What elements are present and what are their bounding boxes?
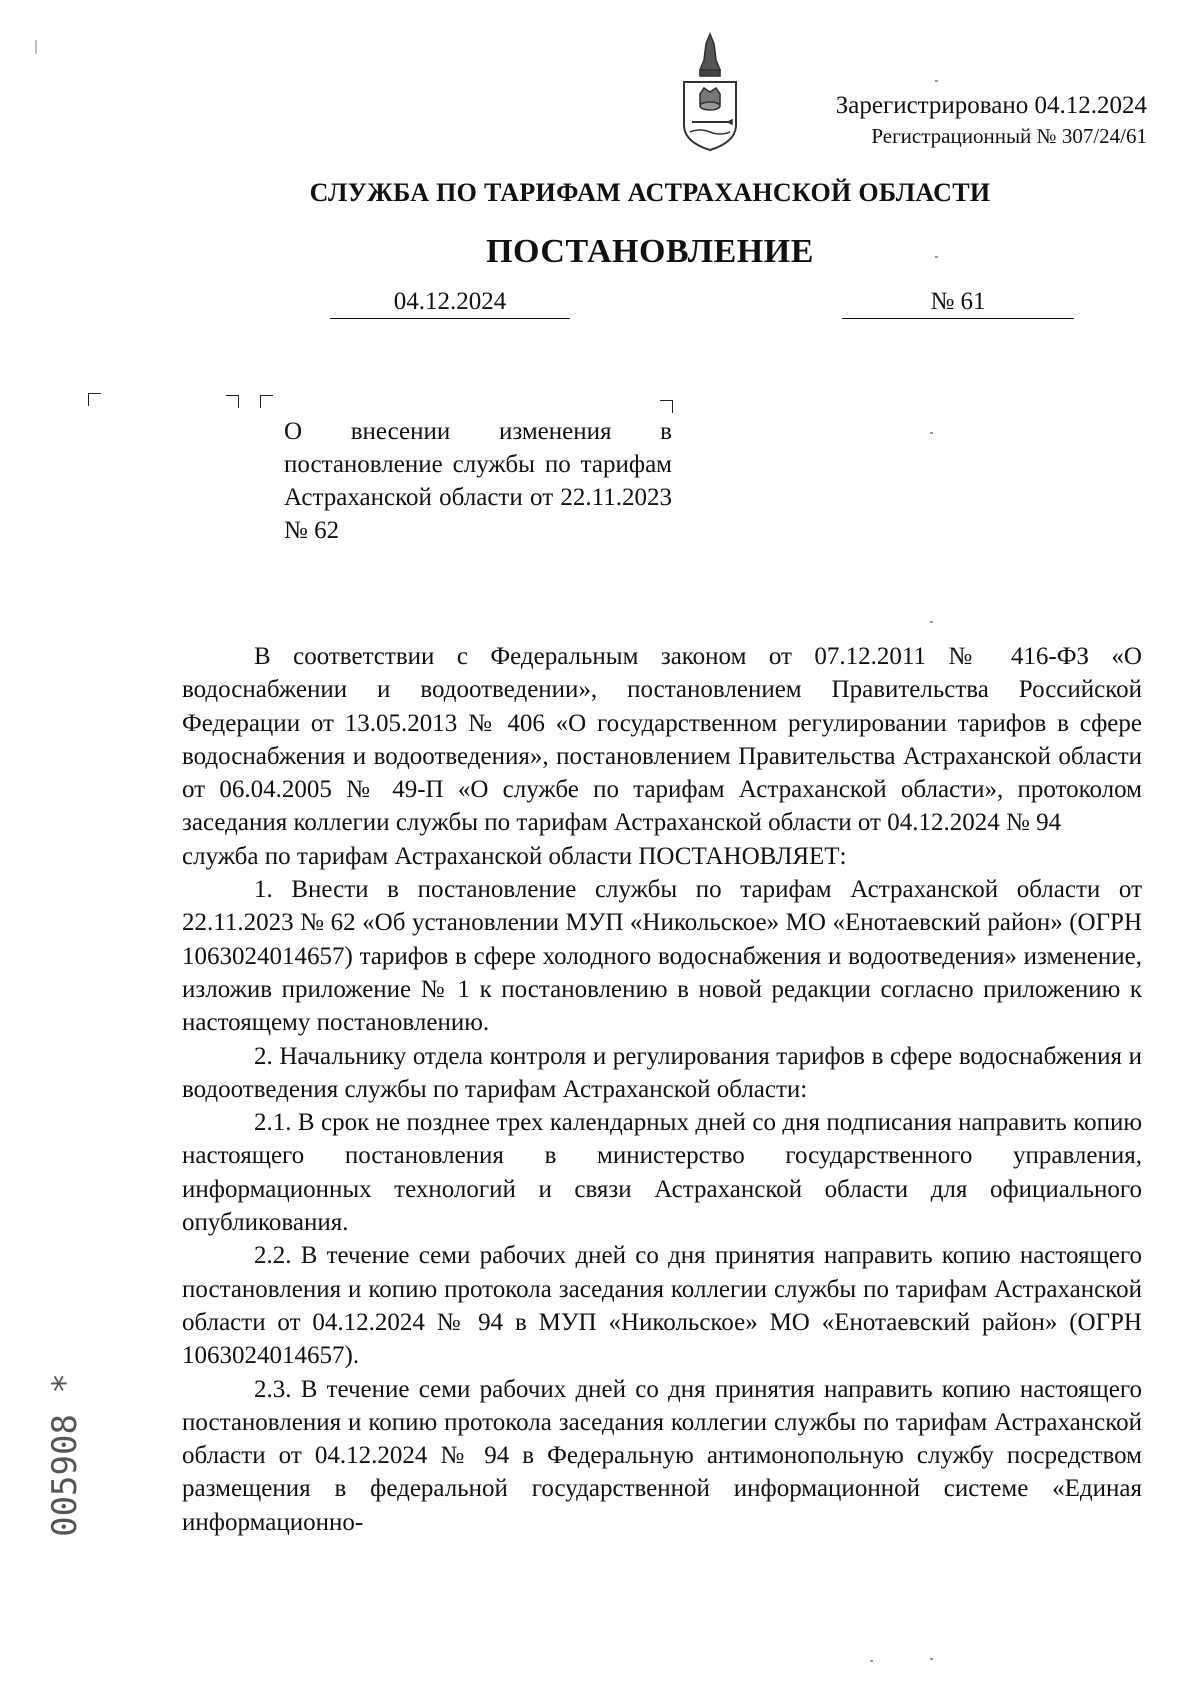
preamble-paragraph: В соответствии с Федеральным законом от 07.12.2011 № 416-ФЗ «О водоснабжении и водоотведении», постановлением Правительства Российской Федерации от 13.05.2013 № 406 «О государственном регулировании тарифов в сфере водоснабжения и водоотведения», постановлением Правительства Астраханской области от 06.04.2005 № 49-П «О службе по тарифам Астраханской области», протоколом заседания коллегии службы по тарифам Астраханской области от 04.12.2024 № 94 <box>182 643 1142 837</box>
document-number: № 61 <box>842 286 1074 319</box>
corner-mark <box>226 395 239 408</box>
corner-mark <box>660 400 673 413</box>
serial-stamp-text: 005908 * <box>45 1373 85 1537</box>
scan-speck <box>935 80 938 82</box>
document-subject: О внесении изменения в постановление службы по тарифам Астраханской области от 22.11.2023 № 62 <box>284 418 672 544</box>
scan-speck <box>870 1660 873 1662</box>
document-body <box>182 640 1142 1539</box>
resolves-line: служба по тарифам Астраханской области ПОСТАНОВЛЯЕТ: <box>182 842 847 870</box>
document-type: ПОСТАНОВЛЕНИЕ <box>486 233 814 270</box>
registered-date: Зарегистрировано 04.12.2024 <box>835 92 1147 119</box>
corner-mark <box>260 395 273 408</box>
registration-number: Регистрационный № 307/24/61 <box>871 124 1147 148</box>
coat-of-arms-icon <box>670 30 750 160</box>
paragraph-2-3: 2.3. В течение семи рабочих дней со дня принятия направить копию настоящего постановления и копию протокола заседания коллегии службы по тарифам Астраханской области от 04.12.2024 № 94 в Федеральную антимонопольную службу посредством размещения в федеральной государственной информационной системе «Единая информационно- <box>182 1375 1142 1536</box>
scan-speck <box>930 1658 933 1660</box>
scan-speck <box>935 256 938 258</box>
registration-block <box>836 90 1147 150</box>
serial-stamp <box>40 1300 90 1610</box>
paragraph-2-1: 2.1. В срок не позднее трех календарных дней со дня подписания направить копию настоящего постановления в министерство государственного управления, информационных технологий и связи Астраханской области для официального опубликования. <box>182 1109 1142 1237</box>
corner-mark <box>88 393 101 406</box>
paragraph-2-2: 2.2. В течение семи рабочих дней со дня принятия направить копию настоящего постановления и копию протокола заседания коллегии службы по тарифам Астраханской области от 04.12.2024 № 94 в МУП «Никольское» МО «Енотаевский район» (ОГРН 1063024014657). <box>182 1242 1142 1370</box>
document-date: 04.12.2024 <box>330 286 570 319</box>
paragraph-2: 2. Начальнику отдела контроля и регулирования тарифов в сфере водоснабжения и водоотведения службы по тарифам Астраханской области: <box>182 1042 1142 1103</box>
scan-speck <box>930 621 933 623</box>
organization-name: СЛУЖБА ПО ТАРИФАМ АСТРАХАНСКОЙ ОБЛАСТИ <box>309 178 991 207</box>
scan-speck <box>930 432 933 434</box>
paragraph-1: 1. Внести в постановление службы по тарифам Астраханской области от 22.11.2023 № 62 «Об установлении МУП «Никольское» МО «Енотаевский район» (ОГРН 1063024014657) тарифов в сфере холодного водоснабжения и водоотведения» изменение, изложив приложение № 1 к постановлению в новой редакции согласно приложению к настоящему постановлению. <box>182 876 1142 1037</box>
scan-speck <box>35 40 37 54</box>
